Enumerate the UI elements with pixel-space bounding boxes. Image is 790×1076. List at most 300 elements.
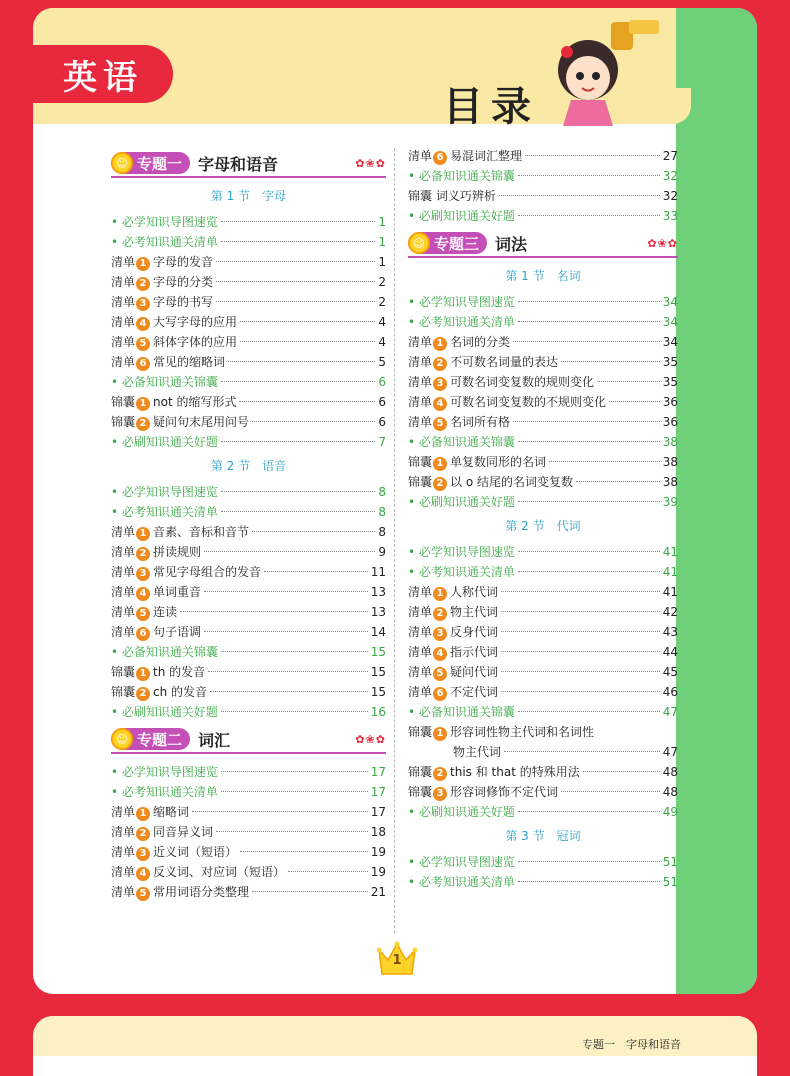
entry-number-badge: 3	[433, 377, 447, 391]
toc-entry-label: • 必考知识通关清单	[111, 232, 218, 252]
toc-page-number: 15	[370, 665, 386, 679]
toc-entry-label: • 必刷知识通关好题	[408, 206, 515, 226]
leader-dots	[221, 381, 375, 382]
toc-page-number: 35	[662, 355, 678, 369]
entry-number-badge: 1	[433, 337, 447, 351]
leader-dots	[239, 401, 375, 402]
toc-right-column	[408, 146, 678, 892]
entry-title: 音素、音标和音节	[153, 525, 250, 539]
page-number-crown	[377, 940, 417, 978]
entry-kind: 清单	[408, 415, 433, 429]
entry-title: 拼读规则	[153, 545, 202, 559]
topic-badge	[111, 152, 190, 174]
leader-dots	[518, 301, 660, 302]
toc-page-number: 38	[662, 475, 678, 489]
toc-feature-row[interactable]	[111, 372, 386, 392]
toc-page-number: 46	[662, 685, 678, 699]
entry-title: 单复数同形的名词	[450, 455, 547, 469]
leader-dots	[204, 591, 368, 592]
toc-entry-row[interactable]	[408, 782, 678, 802]
leader-dots	[221, 651, 368, 652]
entry-title: 反身代词	[450, 625, 499, 639]
toc-entry-row[interactable]	[111, 352, 386, 372]
sun-icon: ☺	[111, 152, 133, 174]
toc-feature-row[interactable]	[111, 212, 386, 232]
entry-number-badge: 2	[136, 417, 150, 431]
toc-entry-row[interactable]	[111, 622, 386, 642]
entry-title: 不定代词	[450, 685, 499, 699]
side-green-bar	[676, 8, 757, 994]
entry-title: 不可数名词量的表达	[450, 355, 559, 369]
toc-page-number: 35	[662, 375, 678, 389]
toc-entry-row[interactable]	[111, 292, 386, 312]
entry-number-badge: 3	[136, 297, 150, 311]
entry-title: 句子语调	[153, 625, 202, 639]
toc-feature-row[interactable]	[408, 562, 678, 582]
toc-page-number: 33	[662, 209, 678, 223]
toc-feature-row[interactable]	[408, 292, 678, 312]
entry-kind: 清单	[408, 375, 433, 389]
toc-feature-row[interactable]	[408, 852, 678, 872]
subject-label: 英语	[63, 57, 143, 98]
entry-number-badge: 5	[433, 417, 447, 431]
toc-entry-row[interactable]	[111, 252, 386, 272]
toc-entry-label-cont: 物主代词	[453, 745, 502, 759]
entry-kind: 清单	[408, 335, 433, 349]
toc-feature-row[interactable]	[111, 482, 386, 502]
leader-dots	[561, 361, 660, 362]
toc-feature-row[interactable]	[111, 702, 386, 722]
leader-dots	[252, 891, 368, 892]
entry-kind: 清单	[111, 545, 136, 559]
entry-title: 名词的分类	[450, 335, 511, 349]
toc-feature-row[interactable]	[408, 702, 678, 722]
flowers-icon: ✿❀✿	[647, 236, 678, 250]
entry-title: 可数名词变复数的规则变化	[450, 375, 595, 389]
section-heading: 第 1 节 字母	[210, 189, 287, 203]
toc-left-column	[111, 146, 386, 902]
section-heading: 第 2 节 代词	[505, 519, 581, 533]
leader-dots	[208, 671, 368, 672]
toc-page-number: 44	[662, 645, 678, 659]
entry-kind: 清单	[408, 665, 433, 679]
toc-entry-label	[111, 252, 213, 272]
leader-dots	[221, 711, 368, 712]
entry-kind: 清单	[111, 275, 136, 289]
toc-feature-row[interactable]	[408, 872, 678, 892]
toc-entry-row[interactable]	[111, 682, 386, 702]
toc-page-number: 1	[378, 215, 386, 229]
entry-kind: 清单	[111, 865, 136, 879]
toc-entry-label	[408, 622, 498, 642]
toc-entry-row[interactable]	[408, 722, 678, 742]
toc-entry-row[interactable]	[408, 682, 678, 702]
toc-entry-label	[408, 186, 496, 206]
leader-dots	[561, 791, 660, 792]
toc-page-number: 8	[378, 505, 386, 519]
leader-dots	[221, 221, 375, 222]
toc-page-number: 32	[662, 189, 678, 203]
toc-feature-row[interactable]	[111, 762, 386, 782]
toc-entry-label	[408, 392, 606, 412]
toc-feature-row[interactable]	[408, 802, 678, 822]
toc-entry-label	[111, 522, 249, 542]
entry-title: 形容词修饰不定代词	[450, 785, 559, 799]
topic-underline	[408, 256, 678, 258]
entry-number-badge: 4	[136, 587, 150, 601]
toc-entry-row[interactable]	[111, 562, 386, 582]
section-heading: 第 2 节 语音	[210, 459, 287, 473]
entry-kind: 清单	[111, 825, 136, 839]
leader-dots	[518, 321, 660, 322]
leader-dots	[518, 571, 660, 572]
entry-number-badge: 2	[433, 357, 447, 371]
toc-page-number: 32	[662, 169, 678, 183]
toc-entry-label: • 必备知识通关锦囊	[408, 166, 515, 186]
toc-entry-row[interactable]	[111, 662, 386, 682]
leader-dots	[221, 241, 375, 242]
leader-dots	[583, 771, 660, 772]
leader-dots	[504, 751, 660, 752]
toc-entry-row[interactable]	[408, 582, 678, 602]
entry-title: 以 o 结尾的名词变复数	[450, 475, 573, 489]
entry-kind: 清单	[111, 625, 136, 639]
entry-kind: 锦囊	[408, 455, 433, 469]
entry-title: 指示代词	[450, 645, 499, 659]
topic-underline	[111, 752, 386, 754]
toc-entry-label	[111, 662, 205, 682]
next-page-peek	[33, 1016, 757, 1076]
entry-number-badge: 4	[433, 397, 447, 411]
toc-entry-label: • 必考知识通关清单	[408, 312, 515, 332]
entry-number-badge: 2	[433, 767, 447, 781]
toc-entry-row[interactable]	[408, 146, 678, 166]
entry-title: 字母的书写	[153, 295, 214, 309]
toc-page-number: 18	[370, 825, 386, 839]
leader-dots	[501, 691, 660, 692]
toc-entry-label: • 必学知识导图速览	[408, 852, 515, 872]
entry-number-badge: 2	[136, 277, 150, 291]
leader-dots	[221, 791, 368, 792]
toc-feature-row[interactable]	[408, 166, 678, 186]
toc-entry-label	[111, 682, 207, 702]
leader-dots	[288, 871, 368, 872]
toc-page-number: 21	[370, 885, 386, 899]
toc-entry-row[interactable]	[111, 312, 386, 332]
toc-entry-row[interactable]	[111, 602, 386, 622]
entry-kind: 锦囊	[111, 685, 136, 699]
leader-dots	[518, 881, 660, 882]
entry-number-badge: 2	[136, 827, 150, 841]
toc-entry-row[interactable]	[408, 762, 678, 782]
toc-entry-row[interactable]	[408, 412, 678, 432]
toc-entry-label	[408, 412, 510, 432]
toc-entry-label	[111, 802, 189, 822]
toc-entry-label	[111, 352, 225, 372]
toc-entry-row[interactable]	[408, 392, 678, 412]
toc-page-number: 34	[662, 315, 678, 329]
entry-title: 名词所有格	[450, 415, 511, 429]
toc-entry-label	[408, 582, 498, 602]
leader-dots	[525, 155, 660, 156]
toc-feature-row[interactable]	[408, 206, 678, 226]
leader-dots	[180, 611, 368, 612]
toc-entry-label	[111, 272, 213, 292]
topic-badge	[408, 232, 487, 254]
toc-feature-row[interactable]	[111, 502, 386, 522]
leader-dots	[216, 261, 375, 262]
topic-badge-label: 专题三	[434, 234, 480, 253]
toc-entry-row[interactable]	[111, 272, 386, 292]
entry-number-badge: 2	[433, 477, 447, 491]
entry-number-badge: 2	[136, 547, 150, 561]
toc-feature-row[interactable]	[111, 782, 386, 802]
subject-tab	[33, 45, 173, 103]
leader-dots	[501, 651, 660, 652]
toc-entry-row[interactable]	[111, 412, 386, 432]
leader-dots	[501, 611, 660, 612]
entry-kind: 清单	[408, 149, 433, 163]
leader-dots	[192, 811, 368, 812]
entry-number-badge: 5	[433, 667, 447, 681]
toc-page-number: 1	[378, 235, 386, 249]
toc-entry-label	[111, 862, 285, 882]
toc-entry-label	[111, 392, 236, 412]
toc-entry-row[interactable]	[408, 352, 678, 372]
toc-page-number: 42	[662, 605, 678, 619]
toc-entry-label: • 必刷知识通关好题	[408, 492, 515, 512]
entry-title: 缩略词	[153, 805, 190, 819]
toc-feature-row[interactable]	[111, 232, 386, 252]
toc-page-number: 13	[370, 605, 386, 619]
entry-number-badge: 3	[433, 627, 447, 641]
toc-entry-label	[408, 722, 594, 742]
toc-entry-row[interactable]	[408, 622, 678, 642]
toc-entry-row[interactable]	[111, 542, 386, 562]
entry-number-badge: 1	[136, 257, 150, 271]
toc-entry-label	[111, 842, 237, 862]
toc-entry-label	[408, 332, 510, 352]
toc-entry-label	[408, 602, 498, 622]
entry-kind: 锦囊	[111, 395, 136, 409]
toc-entry-label: • 必学知识导图速览	[408, 292, 515, 312]
toc-entry-row[interactable]	[408, 642, 678, 662]
toc-page-number: 8	[378, 525, 386, 539]
entry-number-badge: 3	[136, 567, 150, 581]
entry-kind: 清单	[408, 605, 433, 619]
toc-entry-row[interactable]	[408, 332, 678, 352]
flowers-icon: ✿❀✿	[355, 156, 386, 170]
toc-page-number: 15	[370, 685, 386, 699]
toc-entry-label: • 必备知识通关锦囊	[111, 642, 218, 662]
toc-entry-row[interactable]	[408, 186, 678, 206]
entry-kind: 锦囊	[111, 665, 136, 679]
flowers-icon: ✿❀✿	[355, 732, 386, 746]
toc-entry-label	[111, 542, 201, 562]
toc-feature-row[interactable]	[408, 312, 678, 332]
toc-entry-label	[111, 882, 249, 902]
toc-page-number: 51	[662, 875, 678, 889]
entry-number-badge: 3	[433, 787, 447, 801]
entry-title: 可数名词变复数的不规则变化	[450, 395, 607, 409]
toc-entry-label	[111, 292, 213, 312]
topic-badge-label: 专题一	[137, 154, 183, 173]
leader-dots	[501, 591, 660, 592]
leader-dots	[518, 501, 660, 502]
toc-entry-label	[111, 822, 213, 842]
toc-entry-row[interactable]	[408, 662, 678, 682]
toc-entry-row[interactable]	[111, 802, 386, 822]
entry-kind: 清单	[408, 685, 433, 699]
topic-title: 词汇	[198, 730, 231, 750]
entry-number-badge: 1	[433, 727, 447, 741]
toc-entry-row[interactable]	[408, 372, 678, 392]
entry-kind: 清单	[111, 585, 136, 599]
leader-dots	[597, 381, 660, 382]
toc-feature-row[interactable]	[111, 642, 386, 662]
entry-number-badge: 4	[136, 867, 150, 881]
toc-page-number: 36	[662, 395, 678, 409]
leader-dots	[252, 531, 375, 532]
toc-feature-row[interactable]	[111, 432, 386, 452]
entry-number-badge: 5	[136, 607, 150, 621]
leader-dots	[518, 711, 660, 712]
toc-entry-row[interactable]	[408, 602, 678, 622]
toc-page-number: 48	[662, 785, 678, 799]
toc-page-number: 51	[662, 855, 678, 869]
toc-page-number: 8	[378, 485, 386, 499]
entry-number-badge: 6	[136, 627, 150, 641]
toc-entry-label	[408, 662, 498, 682]
toc-page-number: 19	[370, 865, 386, 879]
toc-entry-label: • 必学知识导图速览	[111, 762, 218, 782]
toc-entry-row[interactable]	[111, 522, 386, 542]
entry-number-badge: 5	[136, 887, 150, 901]
entry-title: 反义词、对应词（短语）	[153, 865, 286, 879]
topic-badge	[111, 728, 190, 750]
entry-number-badge: 1	[136, 397, 150, 411]
toc-entry-label	[111, 602, 177, 622]
leader-dots	[221, 771, 368, 772]
toc-page-number: 6	[378, 375, 386, 389]
topic-heading	[111, 150, 386, 176]
toc-feature-row[interactable]	[408, 542, 678, 562]
entry-number-badge: 5	[136, 337, 150, 351]
entry-kind: 锦囊	[408, 785, 433, 799]
topic-heading	[111, 726, 386, 752]
toc-entry-row[interactable]	[408, 452, 678, 472]
entry-title: 单词重音	[153, 585, 202, 599]
toc-entry-row[interactable]	[408, 472, 678, 492]
entry-title: 大写字母的应用	[153, 315, 238, 329]
leader-dots	[499, 195, 660, 196]
toc-entry-label: • 必备知识通关锦囊	[408, 432, 515, 452]
toc-entry-row[interactable]	[111, 582, 386, 602]
toc-entry-label: • 必备知识通关锦囊	[111, 372, 218, 392]
toc-page-number: 7	[378, 435, 386, 449]
entry-title: 斜体字体的应用	[153, 335, 238, 349]
toc-page-number: 34	[662, 295, 678, 309]
entry-number-badge: 1	[136, 527, 150, 541]
toc-entry-row[interactable]	[111, 392, 386, 412]
topic-title: 字母和语音	[198, 154, 279, 174]
entry-number-badge: 1	[433, 457, 447, 471]
toc-entry-label	[408, 472, 573, 492]
toc-page-number: 36	[662, 415, 678, 429]
toc-page-number: 38	[662, 455, 678, 469]
toc-page-number: 38	[662, 435, 678, 449]
toc-entry-row[interactable]	[111, 842, 386, 862]
toc-entry-label	[408, 372, 594, 392]
leader-dots	[518, 811, 660, 812]
entry-title: this 和 that 的特殊用法	[450, 765, 580, 779]
entry-kind: 清单	[111, 315, 136, 329]
toc-page-number: 6	[378, 395, 386, 409]
entry-kind: 清单	[111, 255, 136, 269]
girl-with-trophy-illustration	[543, 20, 683, 128]
toc-page-number: 2	[378, 275, 386, 289]
toc-entry-row[interactable]	[111, 822, 386, 842]
leader-dots	[221, 511, 375, 512]
leader-dots	[216, 831, 368, 832]
toc-feature-row[interactable]	[408, 432, 678, 452]
entry-kind: 清单	[408, 625, 433, 639]
entry-kind: 锦囊	[111, 415, 136, 429]
leader-dots	[518, 551, 660, 552]
toc-page-number: 11	[370, 565, 386, 579]
toc-page-number: 47	[662, 745, 678, 759]
entry-number-badge: 1	[433, 587, 447, 601]
leader-dots	[221, 491, 375, 492]
toc-entry-row[interactable]	[111, 332, 386, 352]
entry-number-badge: 2	[136, 687, 150, 701]
toc-page-number: 16	[370, 705, 386, 719]
entry-title: 字母的发音	[153, 255, 214, 269]
leader-dots	[240, 341, 375, 342]
toc-feature-row[interactable]	[408, 492, 678, 512]
toc-page-number: 41	[662, 565, 678, 579]
toc-entry-row[interactable]	[111, 862, 386, 882]
toc-entry-label	[111, 562, 261, 582]
entry-kind: 清单	[111, 565, 136, 579]
entry-kind: 锦囊	[408, 765, 433, 779]
toc-page-number: 4	[378, 335, 386, 349]
entry-number-badge: 2	[433, 607, 447, 621]
entry-title: 人称代词	[450, 585, 499, 599]
entry-kind: 清单	[111, 355, 136, 369]
toc-entry-label	[408, 352, 558, 372]
toc-page-number: 19	[370, 845, 386, 859]
toc-entry-row[interactable]	[111, 882, 386, 902]
entry-number-badge: 1	[136, 807, 150, 821]
entry-kind: 清单	[111, 885, 136, 899]
toc-entry-label: • 必考知识通关清单	[408, 562, 515, 582]
toc-entry-label	[111, 412, 249, 432]
toc-page-number: 41	[662, 585, 678, 599]
toc-page-number: 41	[662, 545, 678, 559]
toc-entry-label	[408, 146, 522, 166]
entry-title: 近义词（短语）	[153, 845, 238, 859]
toc-entry-label: • 必刷知识通关好题	[408, 802, 515, 822]
toc-entry-label: • 必考知识通关清单	[408, 872, 515, 892]
toc-entry-label	[408, 452, 546, 472]
leader-dots	[549, 461, 660, 462]
entry-number-badge: 3	[136, 847, 150, 861]
toc-entry-row-continued[interactable]	[408, 742, 678, 762]
toc-page-number: 45	[662, 665, 678, 679]
toc-page-number: 17	[370, 805, 386, 819]
toc-entry-label	[111, 312, 237, 332]
